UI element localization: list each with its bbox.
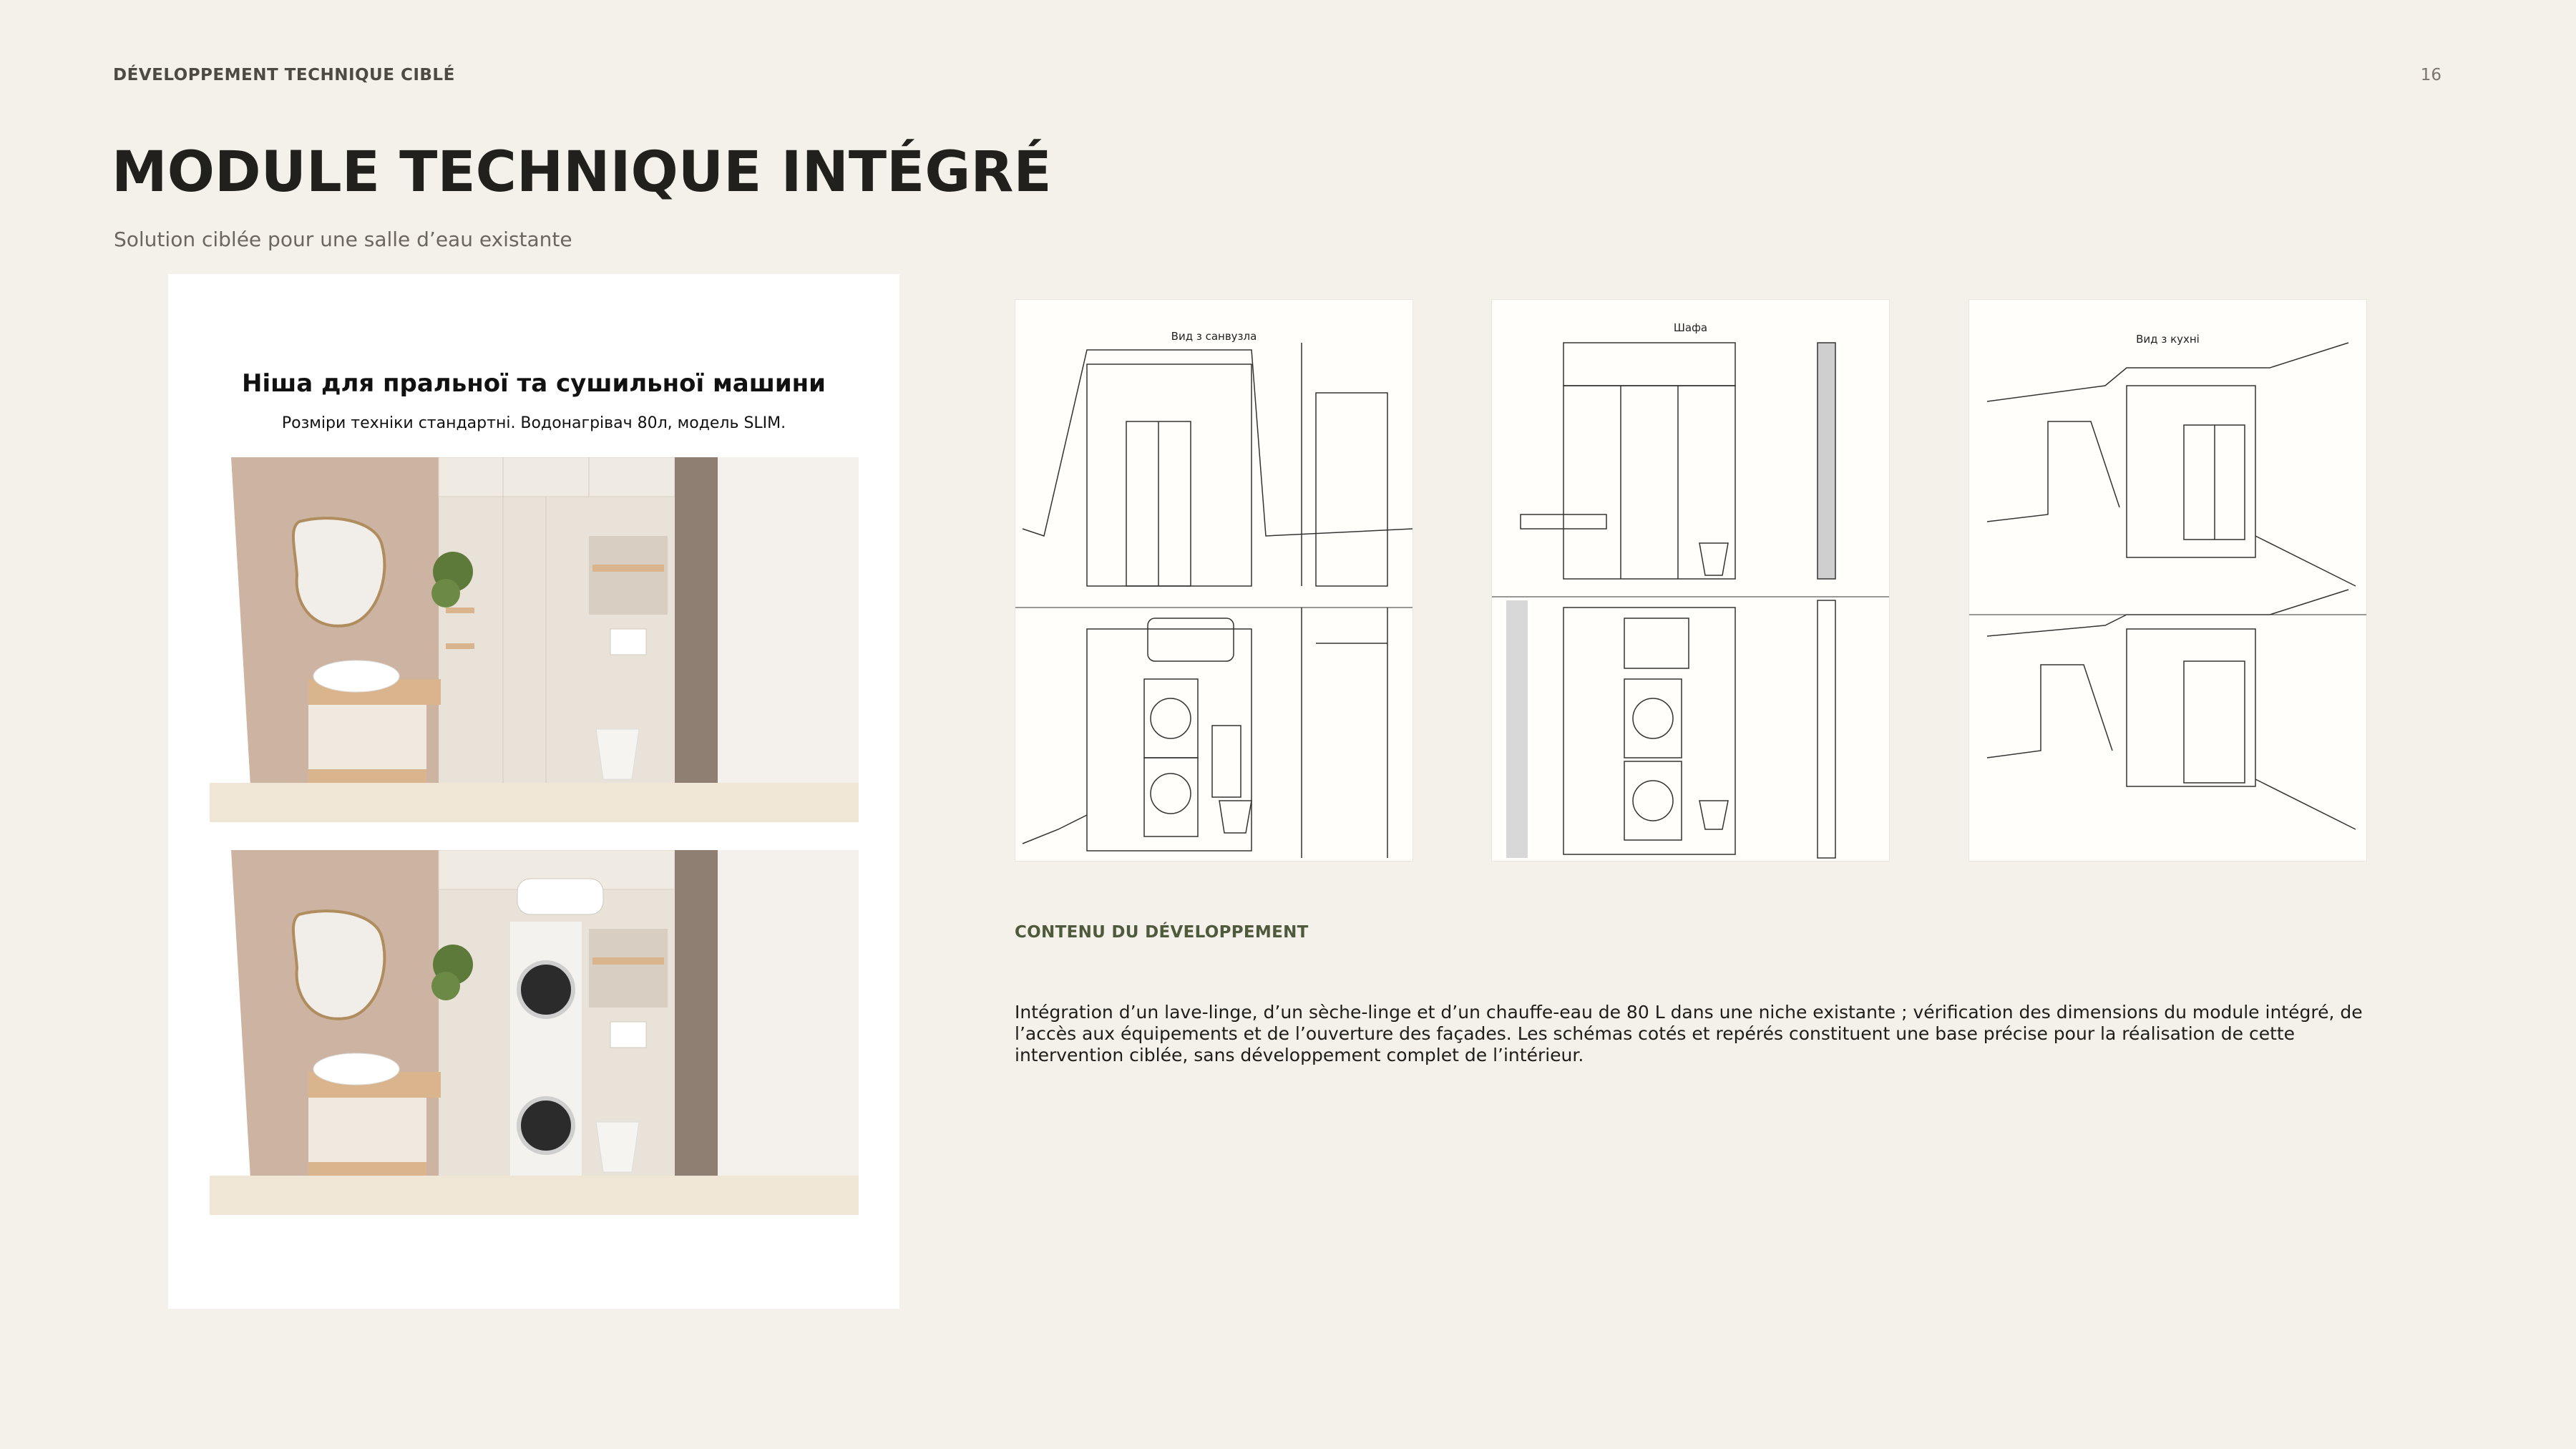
drawing-caption: Шафа xyxy=(1673,321,1708,334)
page-title: MODULE TECHNIQUE INTÉGRÉ xyxy=(112,140,1052,205)
drawing-bathroom-view xyxy=(1015,299,1413,862)
render-open-cabinet xyxy=(210,850,859,1215)
design-sheet xyxy=(168,274,899,1309)
drawing-cabinet-view xyxy=(1491,299,1890,862)
sheet-title: Ніша для пральної та сушильної машини xyxy=(242,369,826,398)
render-closed-cabinet xyxy=(210,457,859,822)
section-kicker: DÉVELOPPEMENT TECHNIQUE CIBLÉ xyxy=(113,66,455,84)
sheet-subtitle: Розміри техніки стандартні. Водонагрівач 80л, модель SLIM. xyxy=(281,414,786,432)
drawing-caption: Вид з санвузла xyxy=(1171,330,1257,343)
drawing-kitchen-view xyxy=(1968,299,2367,862)
drawing-caption: Вид з кухні xyxy=(2136,333,2200,346)
section-label: CONTENU DU DÉVELOPPEMENT xyxy=(1015,923,1309,942)
body-paragraph: Intégration d’un lave-linge, d’un sèche-linge et d’un chauffe-eau de 80 L dans une niche existante ; vérification des dimensions du module intégré, de l’accès aux équipements et de l’ouverture des façades. Les schémas cotés et repérés constituent une base précise pour la réalisation de cette intervention ciblée, sans développement complet de l’intérieur. xyxy=(1015,1002,2363,1065)
page-number: 16 xyxy=(2420,66,2441,84)
page-subtitle: Solution ciblée pour une salle d’eau existante xyxy=(114,228,572,251)
